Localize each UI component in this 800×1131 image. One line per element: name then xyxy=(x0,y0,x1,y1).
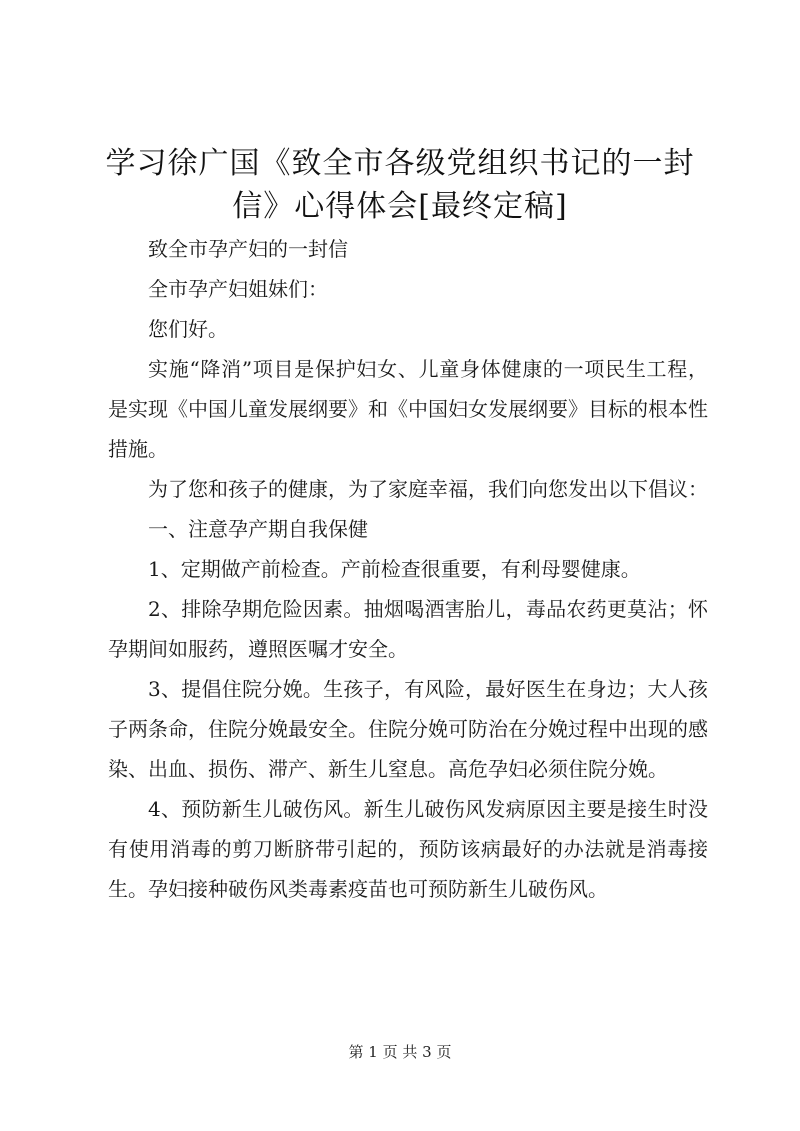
paragraph-item-2: 2、排除孕期危险因素。抽烟喝酒害胎儿，毒品农药更莫沾；怀孕期间如服药，遵照医嘱才安全。 xyxy=(108,597,708,661)
paragraph-item-1: 1、定期做产前检查。产前检查很重要，有利母婴健康。 xyxy=(148,557,641,581)
paragraph-salutation: 全市孕产妇姐妹们： xyxy=(148,277,328,301)
paragraph-proposal: 为了您和孩子的健康，为了家庭幸福，我们向您发出以下倡议： xyxy=(148,477,708,501)
title-line-1: 学习徐广国《致全市各级党组织书记的一封 xyxy=(105,146,695,181)
title-line-2: 信》心得体会[最终定稿] xyxy=(232,189,568,224)
paragraph-letter-title: 致全市孕产妇的一封信 xyxy=(148,237,348,261)
document-body xyxy=(108,229,708,909)
section-heading: 一、注意孕产期自我保健 xyxy=(148,517,368,541)
document-title xyxy=(100,142,700,228)
paragraph-intro: 实施“降消”项目是保护妇女、儿童身体健康的一项民生工程，是实现《中国儿童发展纲要》和《中国妇女发展纲要》目标的根本性措施。 xyxy=(108,357,708,461)
page-number-footer: 第 1 页 共 3 页 xyxy=(348,1043,452,1061)
paragraph-greeting: 您们好。 xyxy=(148,317,228,341)
paragraph-item-3: 3、提倡住院分娩。生孩子，有风险，最好医生在身边；大人孩子两条命，住院分娩最安全。住院分娩可防治在分娩过程中出现的感染、出血、损伤、滞产、新生儿窒息。高危孕妇必须住院分娩。 xyxy=(108,677,708,781)
paragraph-item-4: 4、预防新生儿破伤风。新生儿破伤风发病原因主要是接生时没有使用消毒的剪刀断脐带引起的，预防该病最好的办法就是消毒接生。孕妇接种破伤风类毒素疫苗也可预防新生儿破伤风。 xyxy=(108,797,708,901)
